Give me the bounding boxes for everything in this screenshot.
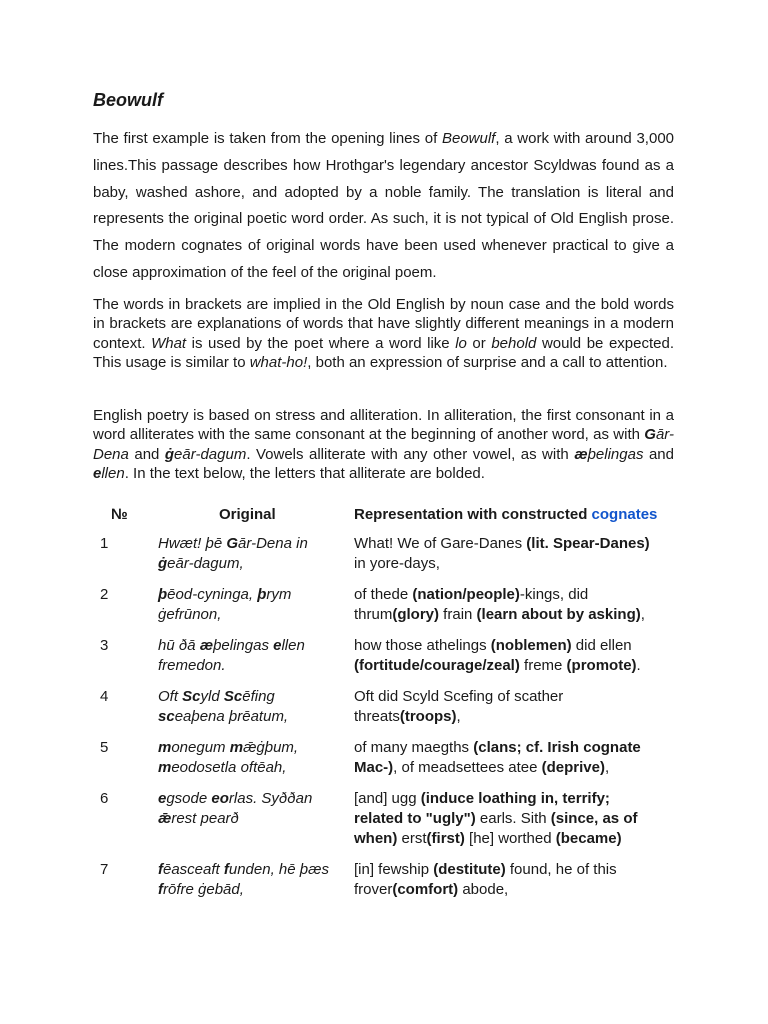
text-run: Oft [158, 688, 183, 705]
text-run: (since, as of [550, 810, 638, 827]
text-run: ēasceaft [163, 861, 224, 878]
text-run: e [93, 464, 102, 482]
text-run: found, he of this [505, 861, 617, 878]
table-header-row [93, 504, 674, 528]
text-run: What [151, 334, 187, 352]
text-run: Sc [182, 688, 201, 705]
original-text [158, 860, 338, 900]
text-run: rest pearð [171, 810, 239, 827]
text-run: ġ [158, 555, 168, 572]
text-run: ēod-cyninga, [167, 586, 258, 603]
text-run: þelingas [213, 637, 274, 654]
text-run: behold [491, 334, 537, 352]
text-run: threats [354, 708, 400, 725]
text-run: eār-dagum [174, 445, 247, 463]
text-run: frover [354, 881, 393, 898]
text-run: onegum [171, 739, 230, 756]
text-run: and [128, 445, 165, 463]
text-run: , [604, 759, 610, 776]
text-run: yld [200, 688, 224, 705]
original-text [158, 585, 338, 625]
text-run: ǣ [158, 810, 172, 827]
text-run: The words in brackets are implied in the Old English by noun case and the bold words in brackets are explanations of words that have slightly different meanings in a modern context. [93, 296, 674, 352]
text-run: sc [158, 708, 175, 725]
text-run: eaþena þrēatum, [174, 708, 289, 725]
text-run: (induce loathing in, terrify; [420, 790, 610, 807]
header-original: Original [219, 506, 276, 523]
text-run: (fortitude/courage/zeal) [354, 657, 520, 674]
text-run: (deprive) [541, 759, 605, 776]
text-run: in yore-days, [354, 555, 440, 572]
text-run: llen [281, 637, 305, 654]
text-run: þ [257, 586, 267, 603]
text-run: eār-dagum, [167, 555, 244, 572]
text-run: rym [266, 586, 292, 603]
text-run: when) [354, 830, 398, 847]
representation-text [354, 687, 674, 727]
text-run: æ [199, 637, 214, 654]
text-run: ġ [164, 445, 175, 463]
text-run: ār-Dena in [238, 535, 308, 552]
text-run: lo [455, 334, 467, 352]
text-run: , both an expression of surprise and a call to attention. [307, 353, 668, 371]
original-text [158, 687, 338, 727]
representation-text [354, 585, 674, 625]
text-run: would be expected. This usage is similar to [93, 334, 674, 371]
text-run: (destitute) [433, 861, 506, 878]
text-run: of many maegths [354, 739, 474, 756]
text-run: ār-Dena [93, 426, 674, 463]
text-run: -kings, did [519, 586, 589, 603]
line-number: 4 [100, 688, 109, 705]
representation-text [354, 534, 674, 574]
text-run: or [466, 334, 492, 352]
text-run: freme [519, 657, 567, 674]
text-run: f [158, 861, 163, 878]
text-run: þ [158, 586, 168, 603]
text-run: m [229, 739, 244, 756]
text-run: Oft did Scyld Scefing of scather [354, 688, 564, 705]
text-run: what-ho! [249, 353, 308, 371]
text-run: (nation/people) [412, 586, 520, 603]
text-run: [he] worthed [464, 830, 556, 847]
text-run: (learn about by asking) [476, 606, 641, 623]
text-run: Sc [223, 688, 243, 705]
text-run: Mac-) [354, 759, 394, 776]
line-number: 7 [100, 861, 109, 878]
line-number: 1 [100, 535, 109, 552]
text-run: , of meadsettees atee [393, 759, 542, 776]
text-run: did ellen [571, 637, 632, 654]
text-run: and [643, 445, 674, 463]
text-run: of thede [354, 586, 413, 603]
representation-text [354, 738, 674, 778]
text-run: þelingas [587, 445, 644, 463]
text-run: m [158, 759, 172, 776]
text-run: e [158, 790, 167, 807]
text-run: fremedon. [158, 657, 226, 674]
text-run: ǣġþum, [243, 739, 299, 756]
text-run: G [226, 535, 239, 552]
text-run: abode, [458, 881, 509, 898]
text-run: hū ðā [158, 637, 200, 654]
original-text [158, 534, 338, 574]
line-number: 3 [100, 637, 109, 654]
text-run: [and] ugg [354, 790, 421, 807]
text-run: (troops) [399, 708, 457, 725]
text-run: rōfre ġebād, [163, 881, 244, 898]
text-run: e [273, 637, 282, 654]
original-text [158, 789, 338, 829]
text-run: , a work with around 3,000 lines.This passage describes how Hrothgar's legendary ancestor Scyldwas found as a baby, washed ashore, and adopted by a noble family. The translation is literal and represents the original poetic word order. As such, it is not typical of Old English prose. The modern cognates of original words have been used whenever practical to give a close approximation of the feel of the original poem. [93, 130, 675, 281]
text-run: . In the text below, the letters that alliterate are bolded. [124, 464, 485, 482]
text-run: earls. Sith [475, 810, 551, 827]
text-run: (first) [426, 830, 465, 847]
text-run: (glory) [392, 606, 440, 623]
text-run: m [158, 739, 172, 756]
text-run: G [644, 426, 656, 444]
text-run: Beowulf [441, 130, 496, 147]
cognates-link[interactable]: cognates [591, 506, 658, 523]
line-number: 5 [100, 739, 109, 756]
representation-text [354, 860, 674, 900]
text-run: is used by the poet where a word like [186, 334, 456, 352]
line-number: 6 [100, 790, 109, 807]
text-run: What! We of Gare-Danes [354, 535, 527, 552]
page-title: Beowulf [93, 90, 163, 110]
intro-paragraph [93, 126, 674, 287]
original-text [158, 636, 338, 676]
text-run: erst [397, 830, 427, 847]
text-run: llen [101, 464, 125, 482]
line-number: 2 [100, 586, 109, 603]
header-number: № [111, 506, 128, 523]
header-representation-label: Representation with constructed [354, 506, 592, 523]
text-run: ġefrūnon, [158, 606, 222, 623]
text-run: gsode [166, 790, 212, 807]
header-representation [354, 506, 657, 523]
brackets-paragraph [93, 295, 674, 372]
text-run: (lit. Spear-Danes) [526, 535, 650, 552]
text-run: Hwæt! þē [158, 535, 227, 552]
text-run: related to "ugly") [354, 810, 476, 827]
original-text [158, 738, 338, 778]
text-run: (clans; cf. Irish cognate [473, 739, 641, 756]
text-run: eo [211, 790, 229, 807]
text-run: eodosetla oftēah, [171, 759, 287, 776]
text-run: (comfort) [392, 881, 459, 898]
text-run: æ [574, 445, 588, 463]
representation-text [354, 636, 674, 676]
text-run: (noblemen) [490, 637, 572, 654]
text-run: unden, hē þæs [228, 861, 329, 878]
text-run: frain [439, 606, 477, 623]
alliteration-paragraph [93, 406, 674, 483]
text-run: The first example is taken from the opening lines of [93, 130, 442, 147]
text-run: (promote) [566, 657, 637, 674]
text-run: how those athelings [354, 637, 491, 654]
representation-text [354, 789, 674, 849]
text-run: ēfing [242, 688, 275, 705]
text-run: . [636, 657, 641, 674]
text-run: . Vowels alliterate with any other vowel, as with [246, 445, 575, 463]
text-run: (became) [555, 830, 622, 847]
text-run: , [456, 708, 461, 725]
text-run: English poetry is based on stress and alliteration. In alliteration, the first consonant in a word alliterates with the same consonant at the beginning of another word, as with [93, 407, 674, 444]
text-run: [in] fewship [354, 861, 434, 878]
text-run: rlas. Syððan [228, 790, 313, 807]
text-run: f [158, 881, 163, 898]
text-run: f [223, 861, 229, 878]
text-run: , [640, 606, 645, 623]
text-run: thrum [354, 606, 393, 623]
